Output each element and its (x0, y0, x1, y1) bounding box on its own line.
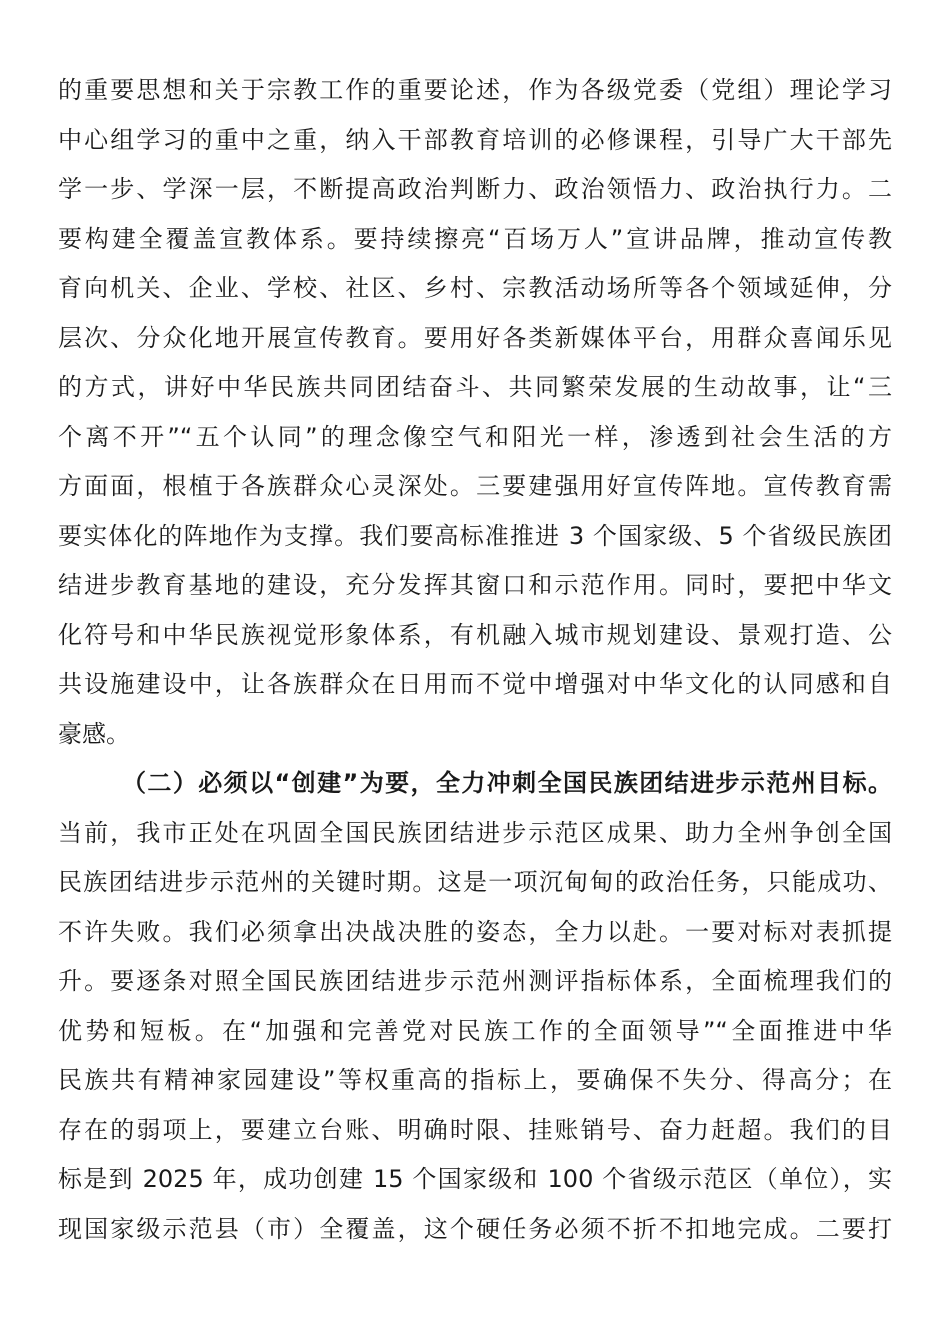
text-line: 要实体化的阵地作为支撑。我们要高标准推进 3 个国家级、5 个省级民族团 (58, 521, 892, 550)
document-page (58, 66, 892, 1254)
text-line: 的方式，讲好中华民族共同团结奋斗、共同繁荣发展的生动故事，让“三 (58, 373, 892, 401)
text-line: 结进步教育基地的建设，充分发挥其窗口和示范作用。同时，要把中华文 (58, 571, 892, 599)
section-heading-line: （二）必须以“创建”为要，全力冲刺全国民族团结进步示范州目标。 (122, 769, 892, 797)
text-line: 不许失败。我们必须拿出决战决胜的姿态，全力以赴。一要对标对表抓提 (58, 917, 892, 946)
text-line: 化符号和中华民族视觉形象体系，有机融入城市规划建设、景观打造、公 (58, 620, 892, 649)
text-line: 育向机关、企业、学校、社区、乡村、宗教活动场所等各个领域延伸，分 (58, 274, 892, 302)
text-line: 当前，我市正处在巩固全国民族团结进步示范区成果、助力全州争创全国 (58, 818, 892, 847)
text-line: 存在的弱项上，要建立台账、明确时限、挂账销号、奋力赶超。我们的目 (58, 1115, 892, 1144)
text-line: 层次、分众化地开展宣传教育。要用好各类新媒体平台，用群众喜闻乐见 (58, 323, 892, 352)
text-line: 优势和短板。在“加强和完善党对民族工作的全面领导”“全面推进中华 (58, 1016, 892, 1045)
text-line: 民族共有精神家园建设”等权重高的指标上，要确保不失分、得高分；在 (58, 1066, 892, 1094)
text-line: 中心组学习的重中之重，纳入干部教育培训的必修课程，引导广大干部先 (58, 125, 892, 154)
text-line: 共设施建设中，让各族群众在日用而不觉中增强对中华文化的认同感和自 (58, 670, 892, 698)
text-line: 现国家级示范县（市）全覆盖，这个硬任务必须不折不扣地完成。二要打 (58, 1214, 892, 1243)
text-line: 民族团结进步示范州的关键时期。这是一项沉甸甸的政治任务，只能成功、 (58, 868, 892, 896)
text-line: 的重要思想和关于宗教工作的重要论述，作为各级党委（党组）理论学习 (58, 76, 892, 104)
text-line: 标是到 2025 年，成功创建 15 个国家级和 100 个省级示范区（单位），实 (58, 1165, 892, 1193)
text-line: 方面面，根植于各族群众心灵深处。三要建强用好宣传阵地。宣传教育需 (58, 472, 892, 500)
text-line: 学一步、学深一层，不断提高政治判断力、政治领悟力、政治执行力。二 (58, 175, 892, 203)
text-line: 个离不开”“五个认同”的理念像空气和阳光一样，渗透到社会生活的方 (58, 422, 892, 451)
text-line: 升。要逐条对照全国民族团结进步示范州测评指标体系，全面梳理我们的 (58, 967, 892, 995)
text-line: 豪感。 (58, 719, 130, 748)
text-line: 要构建全覆盖宣教体系。要持续擦亮“百场万人”宣讲品牌，推动宣传教 (58, 224, 892, 253)
